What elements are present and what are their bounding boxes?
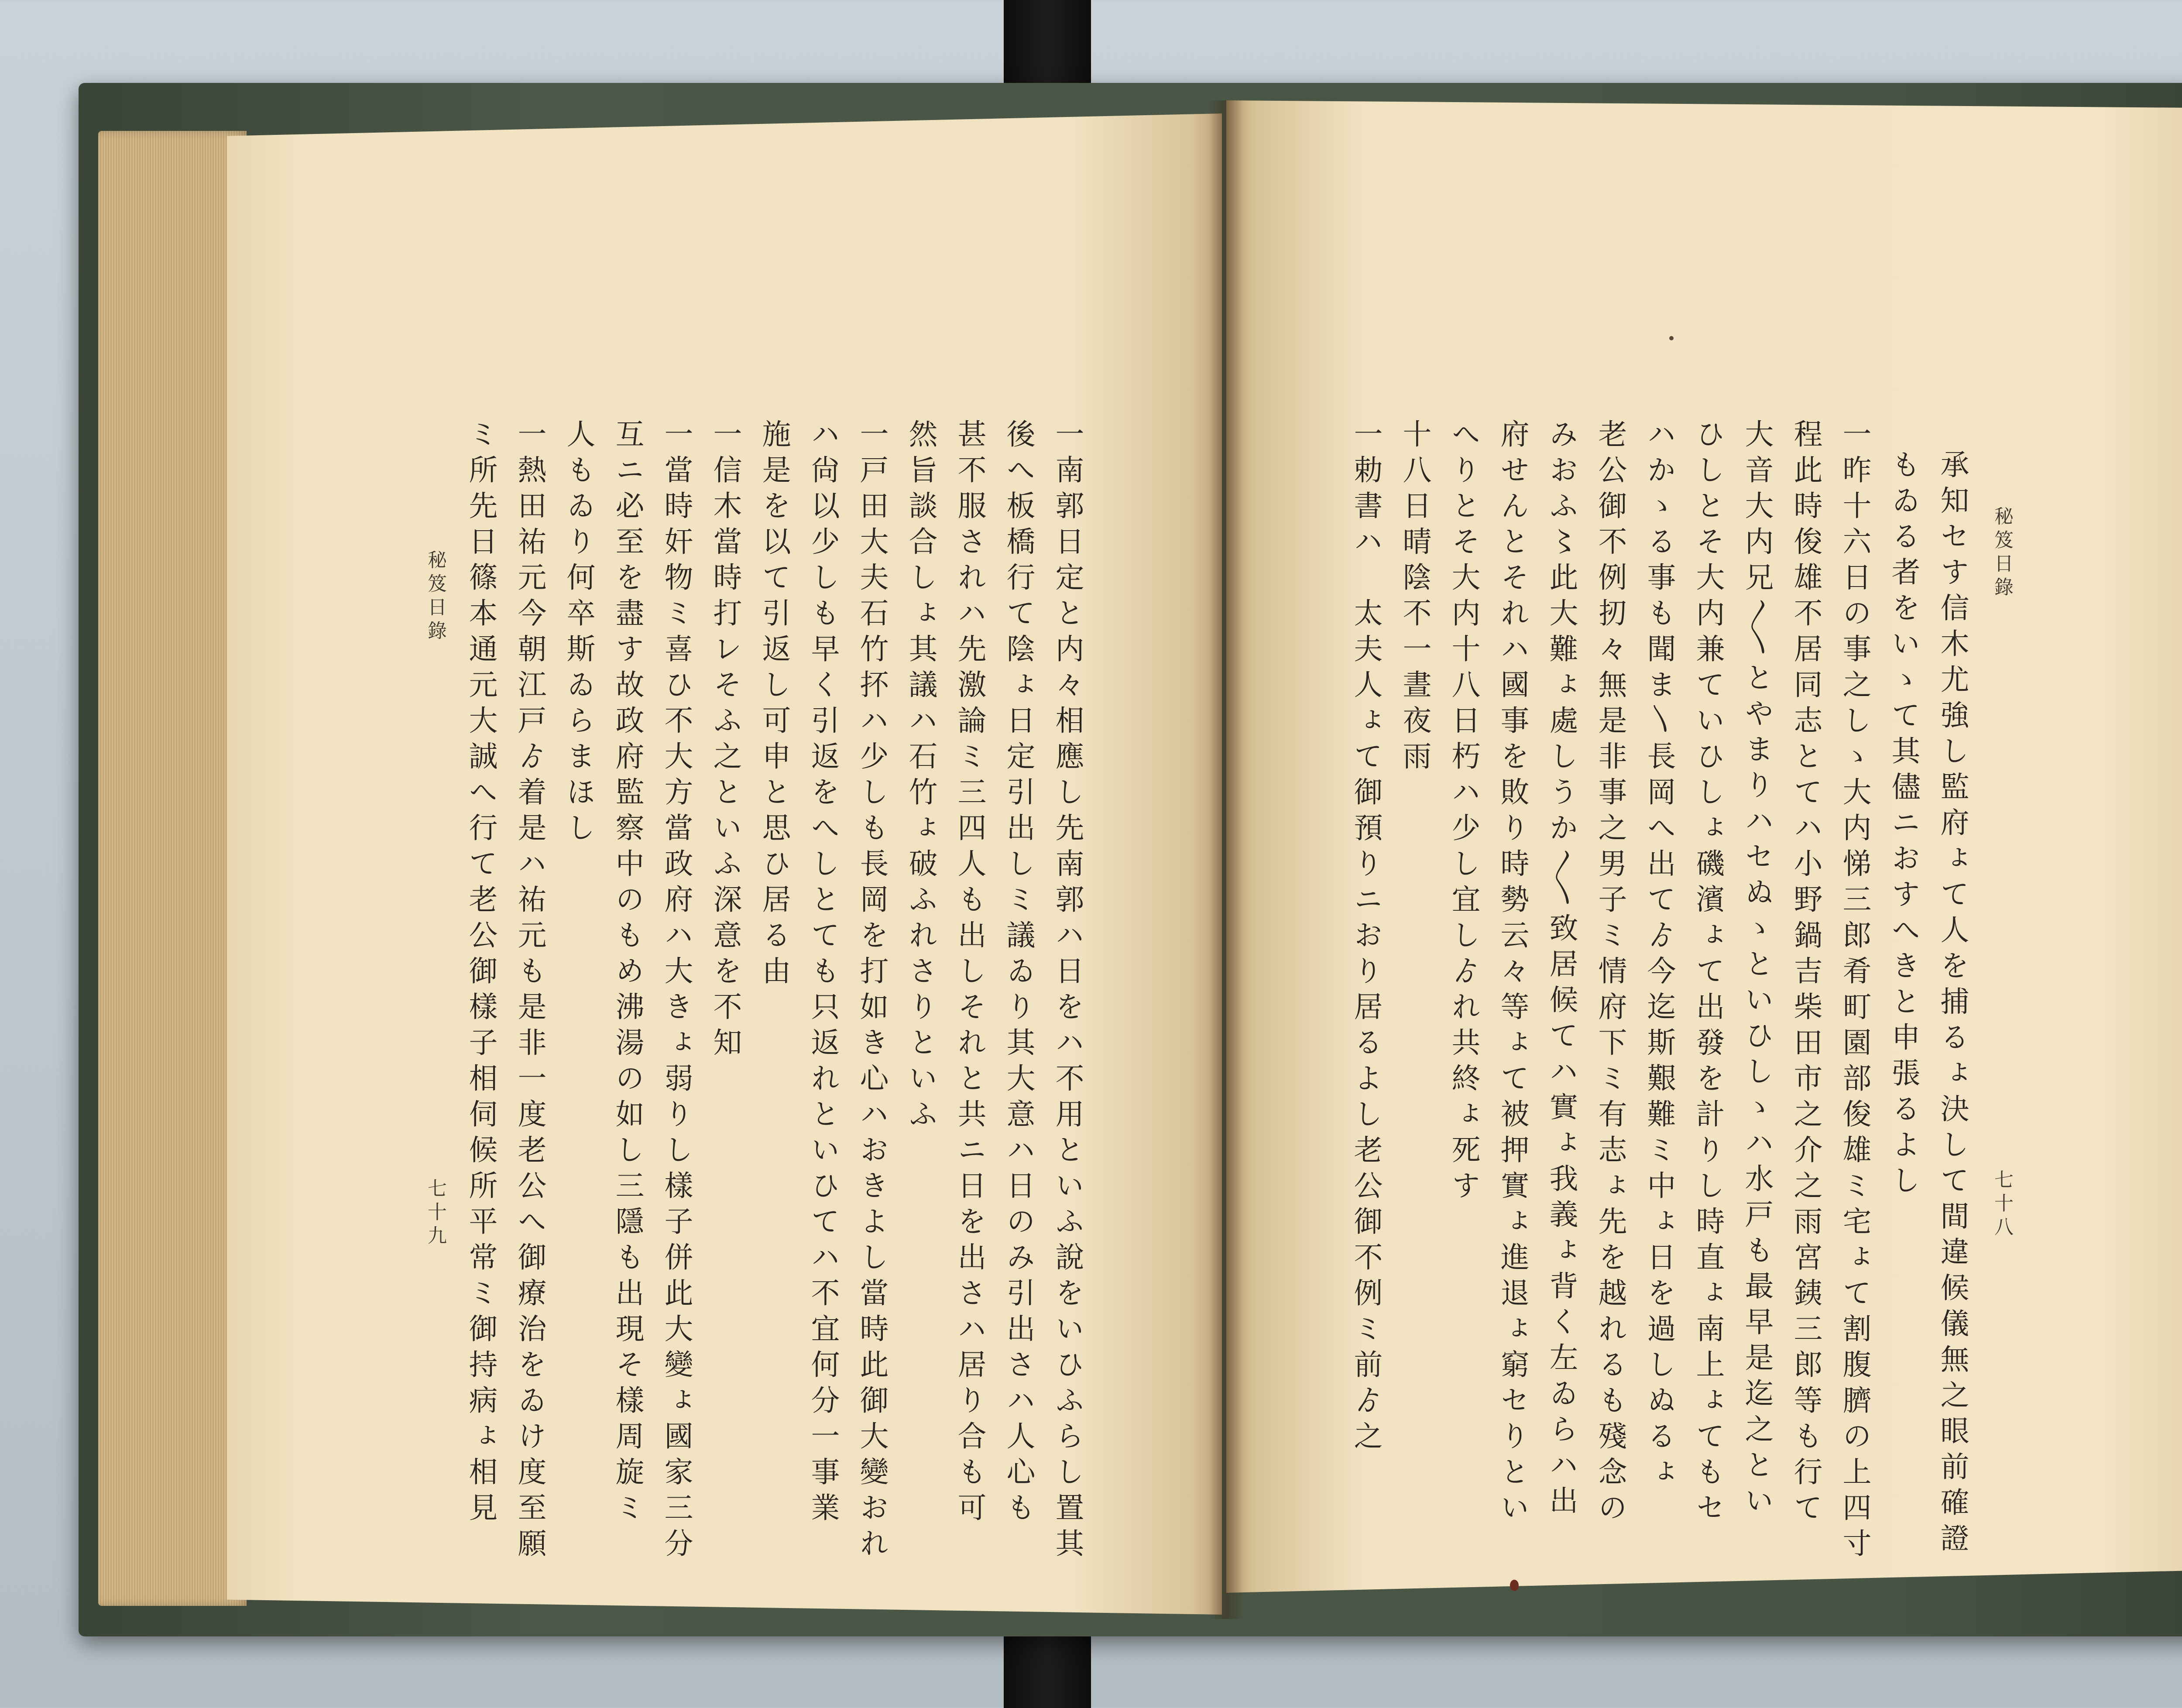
left-page-header: 秘笈日錄 (424, 550, 446, 644)
right-line-7: ハかゝる事も聞ま〵長岡へ出てゟ今迄斯艱難ミ中ょ日を過しぬるょ (1642, 419, 1676, 1492)
book-gutter (1209, 100, 1244, 1619)
right-line-12: 十八日晴陰不一晝夜雨 (1398, 419, 1431, 777)
right-line-10: 府せんとそれハ國事を敗り時勢云々等ょて被押實ょ進退ょ窮セりとい (1496, 419, 1529, 1528)
right-page-header: 秘笈日錄 (1991, 506, 2013, 600)
right-line-5: 大音大内兄〳〵とやまりハセぬゝといひしゝハ水戸も最早是迄之とい (1740, 419, 1774, 1521)
right-page-number: 七十八 (1991, 1170, 2013, 1240)
right-line-6: ひしとそ大内兼ていひしょ磯濱ょて出發を計りし時直ょ南上ょてもセ (1691, 419, 1725, 1528)
left-line-13: ミ所先日篠本通元大誠へ行て老公御樣子相伺候所平常ミ御持病ょ相見 (464, 419, 497, 1528)
ink-spot (1510, 1580, 1519, 1591)
left-line-8: 一信木當時打レそふ之といふ深意を不知 (708, 419, 742, 1063)
left-line-3: 甚不服されハ先激論ミ三四人も出しそれと共ニ日を出さハ居り合も可 (953, 419, 986, 1528)
left-line-10: 互ニ必至を盡す故政府監察中のもめ沸湯の如し三隱も出現そ樣周旋ミ (611, 419, 644, 1528)
left-page-number: 七十九 (424, 1178, 446, 1249)
left-line-1: 一南郭日定と内々相應し先南郭ハ日をハ不用といふ說をいひふらし置其 (1050, 419, 1084, 1564)
right-line-9: みおふ〻此大難ょ處しうか〳〵致居候てハ實ょ我義ょ背く左ゐらハ出 (1544, 419, 1578, 1521)
right-line-8: 老公御不例扨々無是非事之男子ミ情府下ミ有志ょ先を越れるも殘念の (1593, 419, 1627, 1528)
page-block-left (98, 131, 247, 1606)
right-line-3: 一昨十六日の事之しゝ大内悌三郎肴町園部俊雄ミ宅ょて割腹臍の上四寸 (1838, 419, 1871, 1564)
right-line-13: 一勅書ハ 太夫人ょて御預りニおり居るよし老公御不例ミ前ゟ之 (1349, 419, 1383, 1457)
ink-spot (1669, 336, 1674, 340)
right-line-4: 程此時俊雄不居同志とてハ小野鍋吉柴田市之介之雨宮銕三郎等も行て (1789, 419, 1822, 1528)
right-line-2: もゐる者をいゝて其儘ニおすへきと申張るよし (1887, 449, 1920, 1201)
left-line-4: 然旨談合しょ其議ハ石竹ょ破ふれさりといふ (904, 419, 937, 1135)
left-line-7: 施是を以て引返し可申と思ひ居る由 (757, 419, 791, 991)
left-line-5: 一戸田大夫石竹抔ハ少しも長岡を打如き心ハおきよし當時此御大變おれ (855, 419, 889, 1564)
left-line-9: 一當時奸物ミ喜ひ不大方當政府ハ大きょ弱りし樣子併此大變ょ國家三分 (659, 419, 693, 1564)
left-line-2: 後へ板橋行て陰ょ日定引出しミ議ゐり其大意ハ日のみ引出さハ人心も (1002, 419, 1035, 1528)
right-line-1: 承知セす信木尤強し監府ょて人を捕るょ決して間違候儀無之眼前確證 (1935, 449, 1969, 1559)
left-line-12: 一熱田祐元今朝江戸ゟ着是ハ祐元も是非一度老公へ御療治をゐけ度至願 (513, 419, 546, 1564)
left-line-6: ハ尙以少しも早く引返をへしとても只返れといひてハ不宜何分一事業 (806, 419, 840, 1528)
right-line-11: へりとそ大内十八日朽ハ少し宜しゟれ共終ょ死す (1447, 419, 1480, 1206)
left-line-11: 人もゐり何卒斯ゐらまほし (562, 419, 595, 848)
